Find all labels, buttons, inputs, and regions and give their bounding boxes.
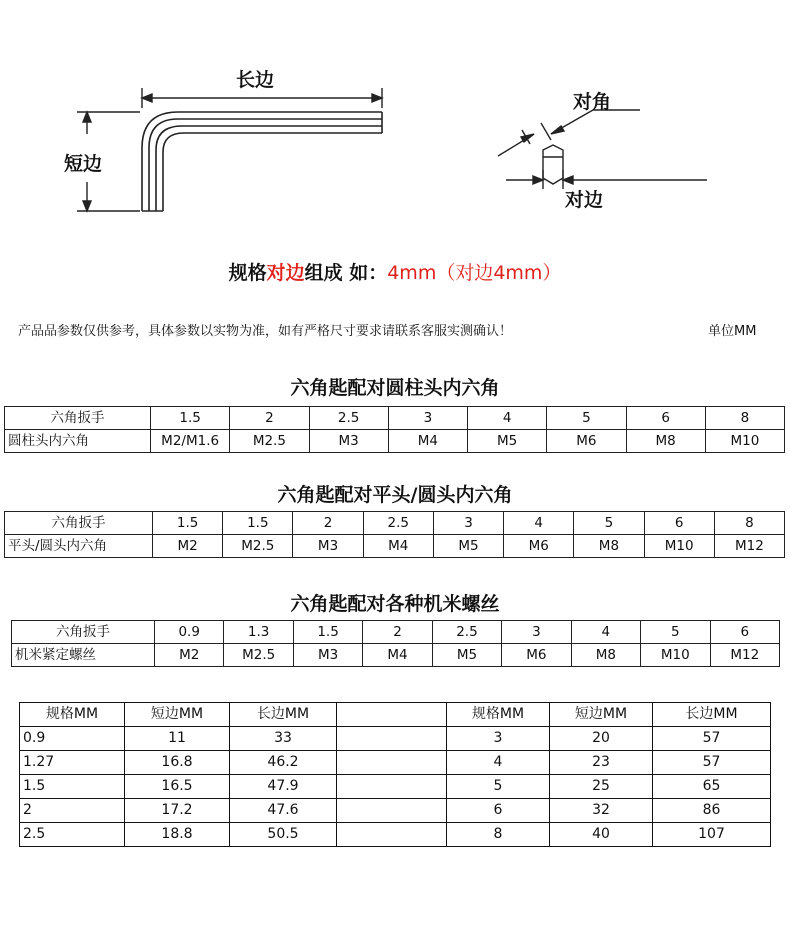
table3-row2-label: 机米紧定螺丝 [12,644,155,667]
table-cell: 47.6 [230,799,337,823]
blank-cell [337,727,447,751]
table-cell: 5 [641,621,710,644]
table-cell: 0.9 [155,621,224,644]
table1-row-screw [5,430,785,453]
disclaimer-note: 产品品参数仅供参考，具体参数以实物为准，如有严格尺寸要求请联系客服实测确认！ [18,324,513,339]
hex-key-diagram [0,0,790,240]
spec-highlight: 对边 [266,262,305,284]
table-cell: M8 [571,644,640,667]
table-cell: 50.5 [230,823,337,847]
table-cell: 8 [714,512,784,535]
table-row [20,727,771,751]
table-cell: M2 [153,535,223,558]
table-cell: 11 [125,727,230,751]
table1-row1-label: 六角扳手 [5,407,151,430]
table-cell: 17.2 [125,799,230,823]
table3-title: 六角匙配对各种机米螺丝 [290,593,500,615]
header-short-right: 短边MM [550,703,653,727]
table-cell: 2.5 [20,823,125,847]
spec-line [0,258,790,285]
table1-row2-label: 圆柱头内六角 [5,430,151,453]
table-row [20,823,771,847]
table1 [4,406,785,453]
table-cell: M2.5 [223,535,293,558]
hex-section [543,145,563,189]
table3 [11,620,780,667]
spec-middle: 组成 如： [304,262,388,284]
table-cell: 107 [653,823,771,847]
table-cell: 65 [653,775,771,799]
table1-title: 六角匙配对圆柱头内六角 [290,377,500,399]
table-cell: M5 [432,644,501,667]
table-cell: 1.27 [20,751,125,775]
table-cell: M8 [626,430,705,453]
table-cell: 18.8 [125,823,230,847]
table-cell: M12 [710,644,780,667]
table-cell: 4 [571,621,640,644]
table-cell: M2 [155,644,224,667]
blank-cell [337,823,447,847]
blank-cell [337,703,447,727]
short-side-label: 短边 [64,153,103,175]
table-cell: 1.5 [151,407,230,430]
blank-cell [337,775,447,799]
table-cell: M2.5 [230,430,309,453]
dimension-table [19,702,771,847]
table-cell: 33 [230,727,337,751]
header-spec: 规格MM [20,703,125,727]
table-cell: 1.5 [223,512,293,535]
table-cell: 4 [468,407,547,430]
table2-title: 六角匙配对平头/圆头内六角 [277,484,513,506]
table-cell: 1.5 [293,621,362,644]
table-cell: 5 [447,775,550,799]
table-cell: 32 [550,799,653,823]
table-cell: 6 [644,512,714,535]
spec-example: 4mm（对边4mm） [387,262,562,284]
table-cell: 47.9 [230,775,337,799]
table-cell: 5 [574,512,644,535]
table2-row2-label: 平头/圆头内六角 [5,535,153,558]
table-cell: 8 [447,823,550,847]
blank-cell [337,751,447,775]
table-cell: 16.8 [125,751,230,775]
table-cell: 5 [547,407,626,430]
long-side-label: 长边 [236,69,275,91]
table-cell: 16.5 [125,775,230,799]
table-cell: 2 [293,512,363,535]
table-cell: 3 [433,512,503,535]
table-cell: 4 [447,751,550,775]
table-cell: M8 [574,535,644,558]
table-cell: M6 [502,644,571,667]
table-cell: M2/M1.6 [151,430,230,453]
table-cell: 2.5 [363,512,433,535]
table-cell: 1.5 [153,512,223,535]
table-cell: 4 [504,512,574,535]
table-cell: 23 [550,751,653,775]
table-cell: M4 [388,430,467,453]
across-flats-dimension [506,176,707,184]
table-cell: 2 [230,407,309,430]
table-cell: M10 [705,430,784,453]
table-cell: 3 [388,407,467,430]
table-cell: 2.5 [309,407,388,430]
table-cell: 2.5 [432,621,501,644]
spec-prefix: 规格 [228,262,267,284]
table-cell: 1.3 [224,621,293,644]
table-cell: 8 [705,407,784,430]
table3-row-screw [12,644,780,667]
table-cell: M12 [714,535,784,558]
table-cell: 3 [502,621,571,644]
table-cell: M6 [504,535,574,558]
table-cell: 86 [653,799,771,823]
table2-row-screw [5,535,785,558]
diagonal-label: 对角 [573,91,612,113]
table-cell: M10 [644,535,714,558]
blank-cell [337,799,447,823]
table-cell: M5 [468,430,547,453]
table-cell: 25 [550,775,653,799]
table-row [20,751,771,775]
table2-row1-label: 六角扳手 [5,512,153,535]
diagonal-dimension [498,110,640,156]
table-cell: M10 [641,644,710,667]
table-cell: 57 [653,727,771,751]
hex-key-shape [142,112,382,211]
table3-row1-label: 六角扳手 [12,621,155,644]
table-cell: M3 [293,535,363,558]
table-cell: M6 [547,430,626,453]
table-cell: 6 [710,621,780,644]
table-cell: 40 [550,823,653,847]
table-cell: 6 [447,799,550,823]
table-cell: 0.9 [20,727,125,751]
dimension-header-row [20,703,771,727]
table1-row-wrench [5,407,785,430]
table-cell: 57 [653,751,771,775]
table-cell: M4 [363,535,433,558]
table-cell: M5 [433,535,503,558]
table2-row-wrench [5,512,785,535]
table-row [20,799,771,823]
table-cell: 1.5 [20,775,125,799]
table-cell: 6 [626,407,705,430]
header-short: 短边MM [125,703,230,727]
table-cell: 2 [20,799,125,823]
table-cell: 3 [447,727,550,751]
table-cell: 20 [550,727,653,751]
header-long: 长边MM [230,703,337,727]
table-cell: M3 [309,430,388,453]
table-cell: M3 [293,644,362,667]
table-cell: M4 [363,644,432,667]
header-long-right: 长边MM [653,703,771,727]
header-spec-right: 规格MM [447,703,550,727]
across-flats-label: 对边 [565,189,604,211]
table-cell: 2 [363,621,432,644]
table-cell: 46.2 [230,751,337,775]
long-side-dimension [142,88,382,108]
table2 [4,511,785,558]
table-cell: M2.5 [224,644,293,667]
unit-note: 单位MM [708,324,757,339]
table-row [20,775,771,799]
table3-row-wrench [12,621,780,644]
